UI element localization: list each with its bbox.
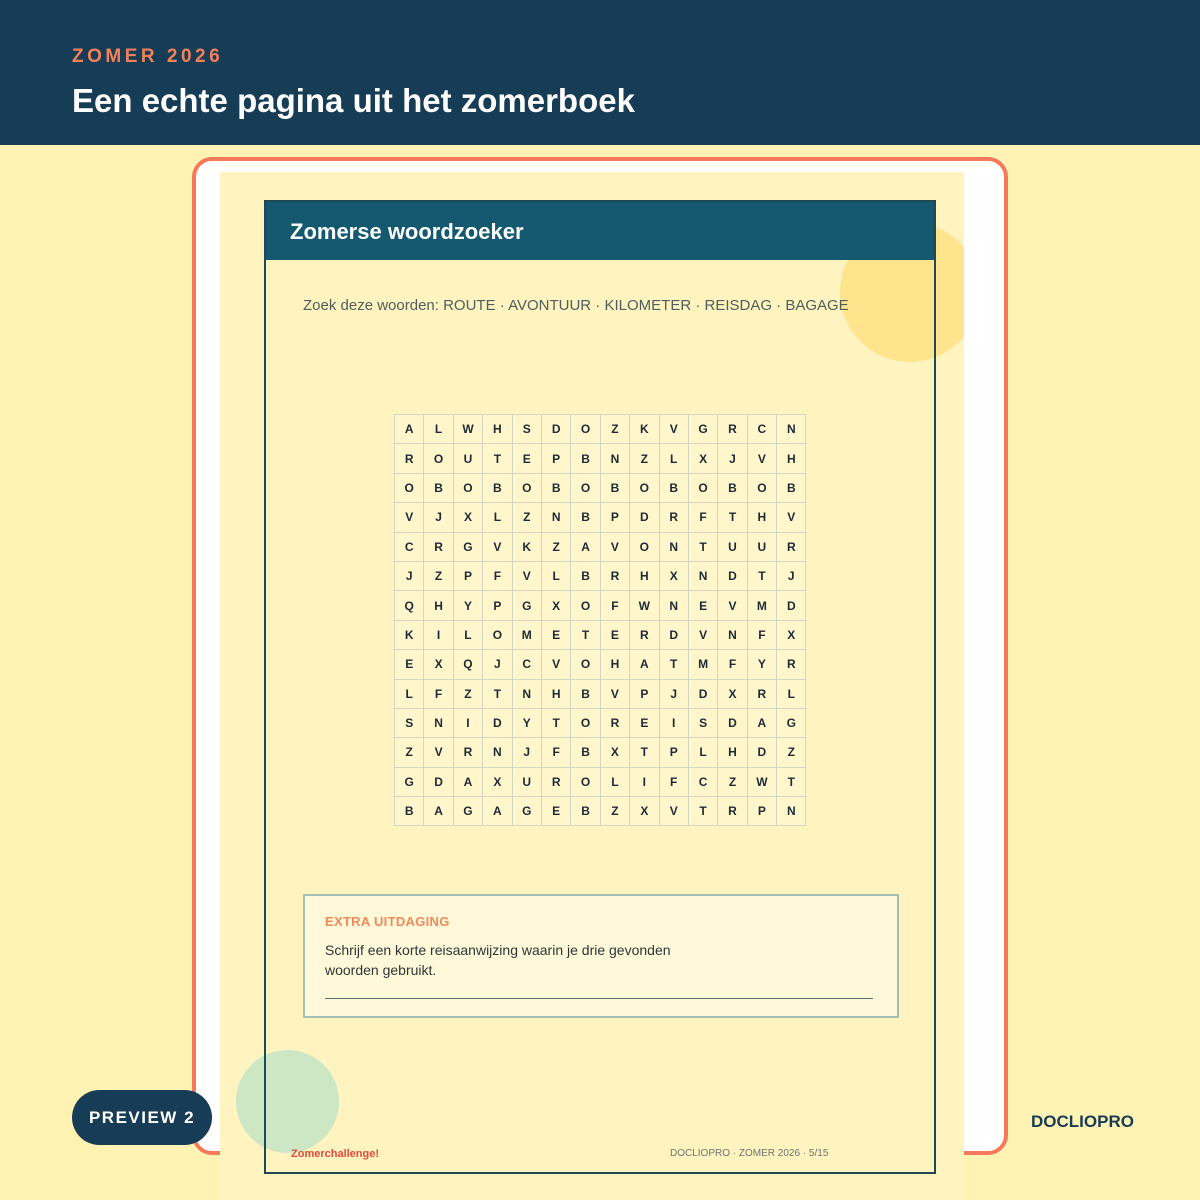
grid-cell[interactable]: T: [748, 562, 777, 591]
grid-cell[interactable]: S: [513, 415, 542, 444]
grid-cell[interactable]: Z: [601, 797, 630, 826]
grid-cell[interactable]: U: [454, 444, 483, 473]
grid-cell[interactable]: D: [630, 503, 659, 532]
grid-cell[interactable]: D: [542, 415, 571, 444]
grid-cell[interactable]: T: [689, 533, 718, 562]
grid-cell[interactable]: O: [454, 474, 483, 503]
grid-cell[interactable]: N: [777, 415, 806, 444]
grid-cell[interactable]: A: [454, 768, 483, 797]
grid-cell[interactable]: H: [718, 738, 747, 767]
grid-cell[interactable]: I: [454, 709, 483, 738]
grid-cell[interactable]: M: [513, 621, 542, 650]
grid-cell[interactable]: N: [660, 591, 689, 620]
grid-cell[interactable]: G: [513, 591, 542, 620]
worksheet-title-bar: [266, 202, 934, 260]
grid-cell[interactable]: A: [395, 415, 424, 444]
top-banner: [0, 0, 1200, 145]
grid-cell[interactable]: F: [601, 591, 630, 620]
grid-cell[interactable]: S: [395, 709, 424, 738]
grid-cell[interactable]: H: [630, 562, 659, 591]
grid-cell[interactable]: K: [395, 621, 424, 650]
grid-cell[interactable]: V: [748, 444, 777, 473]
grid-cell[interactable]: B: [424, 474, 453, 503]
grid-cell[interactable]: V: [718, 591, 747, 620]
grid-cell[interactable]: D: [660, 621, 689, 650]
grid-cell[interactable]: O: [630, 533, 659, 562]
grid-cell[interactable]: I: [660, 709, 689, 738]
grid-cell[interactable]: C: [513, 650, 542, 679]
grid-cell[interactable]: F: [483, 562, 512, 591]
grid-cell[interactable]: F: [542, 738, 571, 767]
grid-cell[interactable]: X: [601, 738, 630, 767]
grid-cell[interactable]: E: [542, 797, 571, 826]
grid-cell[interactable]: R: [542, 768, 571, 797]
grid-cell[interactable]: G: [777, 709, 806, 738]
grid-cell[interactable]: R: [718, 415, 747, 444]
grid-cell[interactable]: S: [689, 709, 718, 738]
grid-cell[interactable]: O: [689, 474, 718, 503]
grid-cell[interactable]: L: [454, 621, 483, 650]
banner-eyebrow: ZOMER 2026: [72, 46, 224, 67]
grid-cell[interactable]: P: [542, 444, 571, 473]
grid-cell[interactable]: V: [601, 533, 630, 562]
word-list-instruction: Zoek deze woorden: ROUTE · AVONTUUR · KILOMETER · REISDAG · BAGAGE: [303, 297, 849, 314]
grid-cell[interactable]: B: [601, 474, 630, 503]
grid-cell[interactable]: J: [483, 650, 512, 679]
grid-cell[interactable]: E: [513, 444, 542, 473]
grid-cell[interactable]: D: [718, 709, 747, 738]
grid-cell[interactable]: B: [718, 474, 747, 503]
grid-cell[interactable]: N: [689, 562, 718, 591]
grid-cell[interactable]: Z: [542, 533, 571, 562]
grid-cell[interactable]: I: [424, 621, 453, 650]
grid-cell[interactable]: B: [483, 474, 512, 503]
grid-cell[interactable]: F: [424, 680, 453, 709]
grid-cell[interactable]: B: [571, 503, 600, 532]
grid-cell[interactable]: P: [660, 738, 689, 767]
grid-cell[interactable]: B: [571, 738, 600, 767]
grid-cell[interactable]: V: [483, 533, 512, 562]
grid-cell[interactable]: B: [777, 474, 806, 503]
grid-cell[interactable]: O: [513, 474, 542, 503]
grid-cell[interactable]: N: [660, 533, 689, 562]
grid-cell[interactable]: V: [660, 415, 689, 444]
grid-cell[interactable]: X: [542, 591, 571, 620]
grid-cell[interactable]: Y: [748, 650, 777, 679]
grid-cell[interactable]: A: [748, 709, 777, 738]
grid-cell[interactable]: N: [718, 621, 747, 650]
grid-cell[interactable]: W: [454, 415, 483, 444]
challenge-title: EXTRA UITDAGING: [325, 914, 450, 929]
grid-cell[interactable]: L: [777, 680, 806, 709]
grid-cell[interactable]: T: [571, 621, 600, 650]
grid-cell[interactable]: T: [483, 444, 512, 473]
grid-cell[interactable]: H: [601, 650, 630, 679]
grid-cell[interactable]: X: [424, 650, 453, 679]
grid-cell[interactable]: V: [777, 503, 806, 532]
grid-cell[interactable]: N: [424, 709, 453, 738]
grid-cell[interactable]: J: [777, 562, 806, 591]
grid-cell[interactable]: K: [630, 415, 659, 444]
grid-cell[interactable]: N: [483, 738, 512, 767]
grid-cell[interactable]: R: [718, 797, 747, 826]
grid-cell[interactable]: R: [777, 650, 806, 679]
grid-cell[interactable]: G: [454, 533, 483, 562]
grid-cell[interactable]: E: [601, 621, 630, 650]
grid-cell[interactable]: O: [424, 444, 453, 473]
grid-cell[interactable]: P: [630, 680, 659, 709]
grid-cell[interactable]: D: [689, 680, 718, 709]
grid-cell[interactable]: V: [513, 562, 542, 591]
banner-title: Een echte pagina uit het zomerboek: [72, 82, 635, 119]
answer-line: [325, 998, 873, 999]
grid-cell[interactable]: A: [483, 797, 512, 826]
grid-cell[interactable]: T: [483, 680, 512, 709]
grid-cell[interactable]: X: [454, 503, 483, 532]
grid-cell[interactable]: O: [571, 474, 600, 503]
grid-cell[interactable]: L: [689, 738, 718, 767]
grid-cell[interactable]: N: [601, 444, 630, 473]
grid-cell[interactable]: B: [571, 444, 600, 473]
grid-cell[interactable]: L: [601, 768, 630, 797]
grid-cell[interactable]: H: [483, 415, 512, 444]
grid-cell[interactable]: W: [748, 768, 777, 797]
grid-cell[interactable]: L: [483, 503, 512, 532]
brand-logo: DOCLIOPRO: [1031, 1112, 1134, 1131]
grid-cell[interactable]: N: [542, 503, 571, 532]
grid-cell[interactable]: U: [718, 533, 747, 562]
grid-cell[interactable]: Z: [454, 680, 483, 709]
grid-cell[interactable]: V: [689, 621, 718, 650]
grid-cell[interactable]: B: [571, 797, 600, 826]
grid-cell[interactable]: E: [689, 591, 718, 620]
grid-cell[interactable]: G: [454, 797, 483, 826]
grid-cell[interactable]: O: [630, 474, 659, 503]
grid-cell[interactable]: O: [748, 474, 777, 503]
grid-cell[interactable]: V: [395, 503, 424, 532]
grid-cell[interactable]: Q: [395, 591, 424, 620]
grid-cell[interactable]: T: [718, 503, 747, 532]
grid-cell[interactable]: H: [777, 444, 806, 473]
grid-cell[interactable]: B: [660, 474, 689, 503]
grid-cell[interactable]: B: [542, 474, 571, 503]
grid-cell[interactable]: T: [689, 797, 718, 826]
worksheet-border: [264, 200, 936, 1174]
grid-cell[interactable]: Z: [395, 738, 424, 767]
grid-cell[interactable]: G: [513, 797, 542, 826]
challenge-text: Schrijf een korte reisaanwijzing waarin je drie gevonden woorden gebruikt.: [325, 942, 671, 978]
grid-cell[interactable]: Z: [718, 768, 747, 797]
grid-cell[interactable]: X: [718, 680, 747, 709]
grid-cell[interactable]: N: [513, 680, 542, 709]
word-search-grid: [394, 414, 806, 826]
extra-challenge-box: [303, 894, 899, 1018]
grid-cell[interactable]: D: [718, 562, 747, 591]
grid-cell[interactable]: D: [748, 738, 777, 767]
grid-cell[interactable]: V: [660, 797, 689, 826]
grid-cell[interactable]: L: [660, 444, 689, 473]
grid-cell[interactable]: X: [777, 621, 806, 650]
grid-cell[interactable]: B: [571, 562, 600, 591]
grid-cell[interactable]: P: [454, 562, 483, 591]
grid-cell[interactable]: M: [689, 650, 718, 679]
grid-cell[interactable]: U: [513, 768, 542, 797]
grid-cell[interactable]: R: [424, 533, 453, 562]
grid-cell[interactable]: O: [571, 768, 600, 797]
grid-cell[interactable]: C: [395, 533, 424, 562]
grid-cell[interactable]: L: [542, 562, 571, 591]
grid-cell[interactable]: R: [601, 562, 630, 591]
grid-cell[interactable]: G: [395, 768, 424, 797]
grid-cell[interactable]: O: [483, 621, 512, 650]
grid-cell[interactable]: Y: [513, 709, 542, 738]
grid-cell[interactable]: M: [748, 591, 777, 620]
grid-cell[interactable]: V: [601, 680, 630, 709]
grid-cell[interactable]: P: [483, 591, 512, 620]
grid-cell[interactable]: C: [748, 415, 777, 444]
grid-cell[interactable]: O: [571, 415, 600, 444]
grid-cell[interactable]: E: [542, 621, 571, 650]
grid-cell[interactable]: A: [571, 533, 600, 562]
grid-cell[interactable]: V: [542, 650, 571, 679]
grid-cell[interactable]: R: [660, 503, 689, 532]
grid-cell[interactable]: U: [748, 533, 777, 562]
grid-cell[interactable]: Z: [777, 738, 806, 767]
grid-cell[interactable]: O: [571, 650, 600, 679]
grid-cell[interactable]: E: [630, 709, 659, 738]
grid-cell[interactable]: R: [454, 738, 483, 767]
grid-cell[interactable]: Q: [454, 650, 483, 679]
grid-cell[interactable]: F: [748, 621, 777, 650]
grid-cell[interactable]: P: [601, 503, 630, 532]
footer-tagline: Zomerchallenge!: [291, 1148, 380, 1160]
grid-cell[interactable]: N: [777, 797, 806, 826]
grid-cell[interactable]: T: [630, 738, 659, 767]
grid-cell[interactable]: L: [395, 680, 424, 709]
preview-badge[interactable]: PREVIEW 2: [72, 1090, 212, 1145]
grid-cell[interactable]: B: [395, 797, 424, 826]
grid-cell[interactable]: J: [513, 738, 542, 767]
grid-cell[interactable]: R: [601, 709, 630, 738]
grid-cell[interactable]: K: [513, 533, 542, 562]
grid-cell[interactable]: Z: [424, 562, 453, 591]
grid-cell[interactable]: R: [748, 680, 777, 709]
grid-cell[interactable]: J: [718, 444, 747, 473]
grid-cell[interactable]: D: [483, 709, 512, 738]
footer-page-info: DOCLIOPRO · ZOMER 2026 · 5/15: [670, 1148, 829, 1159]
grid-cell[interactable]: R: [777, 533, 806, 562]
grid-cell[interactable]: H: [748, 503, 777, 532]
grid-cell[interactable]: G: [689, 415, 718, 444]
grid-cell[interactable]: D: [424, 768, 453, 797]
grid-cell[interactable]: Y: [454, 591, 483, 620]
grid-cell[interactable]: J: [395, 562, 424, 591]
grid-cell[interactable]: V: [424, 738, 453, 767]
grid-cell[interactable]: R: [630, 621, 659, 650]
grid-cell[interactable]: C: [689, 768, 718, 797]
grid-cell[interactable]: X: [689, 444, 718, 473]
grid-cell[interactable]: T: [660, 650, 689, 679]
grid-cell[interactable]: X: [660, 562, 689, 591]
grid-cell[interactable]: H: [424, 591, 453, 620]
grid-cell[interactable]: E: [395, 650, 424, 679]
grid-cell[interactable]: O: [571, 709, 600, 738]
grid-cell[interactable]: P: [748, 797, 777, 826]
worksheet-page: [220, 172, 964, 1200]
grid-cell[interactable]: O: [395, 474, 424, 503]
grid-cell[interactable]: H: [542, 680, 571, 709]
grid-cell[interactable]: O: [571, 591, 600, 620]
grid-cell[interactable]: D: [777, 591, 806, 620]
grid-cell[interactable]: I: [630, 768, 659, 797]
grid-cell[interactable]: Z: [513, 503, 542, 532]
grid-cell[interactable]: J: [660, 680, 689, 709]
grid-cell[interactable]: B: [571, 680, 600, 709]
grid-cell[interactable]: R: [395, 444, 424, 473]
grid-cell[interactable]: T: [777, 768, 806, 797]
grid-cell[interactable]: J: [424, 503, 453, 532]
grid-cell[interactable]: T: [542, 709, 571, 738]
grid-cell[interactable]: L: [424, 415, 453, 444]
grid-cell[interactable]: F: [660, 768, 689, 797]
worksheet-title: Zomerse woordzoeker: [290, 219, 524, 244]
grid-cell[interactable]: A: [424, 797, 453, 826]
grid-cell[interactable]: X: [483, 768, 512, 797]
grid-cell[interactable]: A: [630, 650, 659, 679]
grid-cell[interactable]: W: [630, 591, 659, 620]
grid-cell[interactable]: Z: [630, 444, 659, 473]
grid-cell[interactable]: F: [718, 650, 747, 679]
grid-cell[interactable]: X: [630, 797, 659, 826]
grid-cell[interactable]: F: [689, 503, 718, 532]
grid-cell[interactable]: Z: [601, 415, 630, 444]
